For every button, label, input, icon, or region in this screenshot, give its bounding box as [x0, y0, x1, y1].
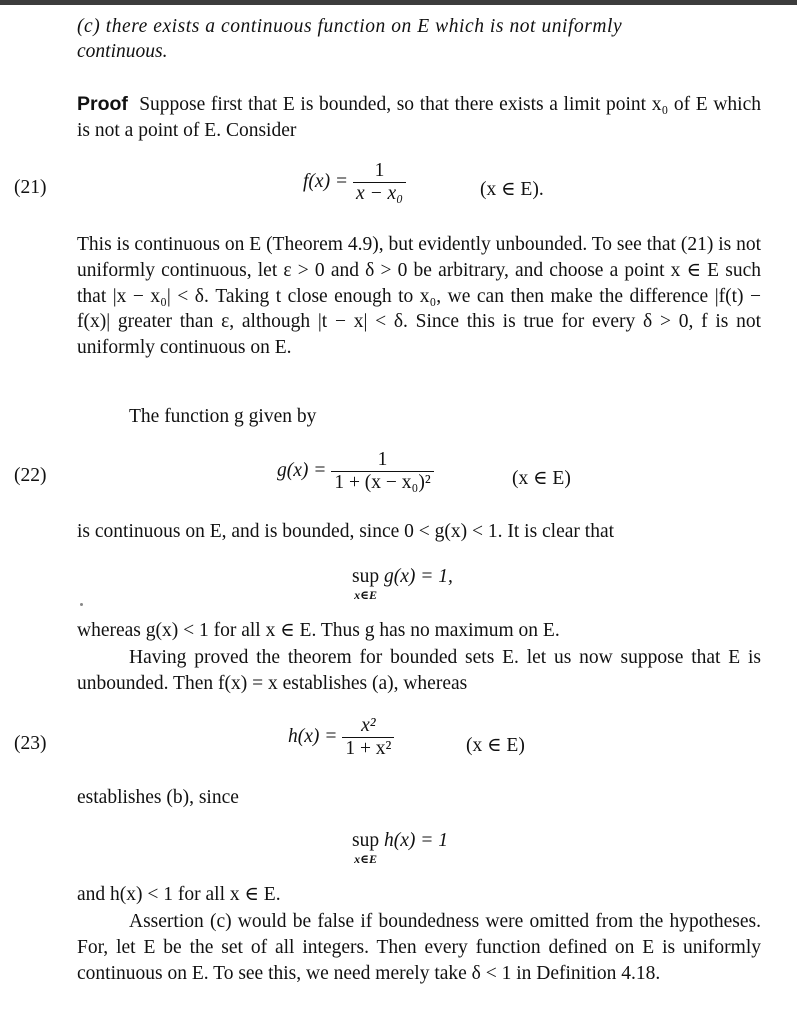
assertion-c-text: there exists a continuous function on E which is not uniformly — [105, 16, 623, 37]
equation-21-condition: (x ∈ E). — [480, 179, 544, 200]
equation-23-denominator: 1 + x² — [345, 738, 392, 759]
proof-text: Suppose first that E is bounded, so that there exists a limit point x₀ of E which is not a point of E. Consider — [77, 94, 761, 141]
equation-23-condition: (x ∈ E) — [466, 735, 525, 756]
equation-21-lhs: f(x) = — [303, 170, 349, 192]
sup-g-value: g(x) = 1, — [383, 566, 453, 587]
equation-23-numerator: x² — [342, 715, 394, 738]
equation-22-numerator: 1 — [331, 449, 433, 472]
top-border — [0, 0, 797, 5]
equation-22 — [277, 449, 434, 494]
paragraph-assertion-c-false: Assertion (c) would be false if boundedness were omitted from the hypotheses. For, let E be the set of all integers. Then every function defined on E is uniformly continuous on E. To see this, we need merely take δ < 1 in Definition 4.18. — [77, 911, 761, 984]
equation-23 — [288, 715, 394, 760]
equation-22-fraction — [331, 449, 433, 494]
equation-21-denominator: x − x₀ — [355, 183, 403, 204]
assertion-c-line2: continuous. — [77, 41, 168, 62]
proof-paragraph — [77, 92, 761, 144]
sup-h-subscript: x∈E — [354, 852, 377, 866]
sup-h-expression — [352, 830, 448, 866]
equation-23-number: (23) — [14, 733, 47, 754]
sup-g-expression — [352, 566, 453, 602]
stray-dot — [80, 603, 83, 606]
paragraph-unbounded: Having proved the theorem for bounded sets E. let us now suppose that E is unbounded. Then f(x) = x establishes (a), whereas — [77, 647, 761, 694]
equation-21-numerator: 1 — [353, 160, 406, 183]
paragraph-h-bound: and h(x) < 1 for all x ∈ E. — [77, 884, 281, 905]
paragraph-g-intro: The function g given by — [129, 406, 317, 427]
equation-23-lhs: h(x) = — [288, 725, 338, 747]
equation-22-denominator: 1 + (x − x₀)² — [334, 472, 431, 493]
equation-22-number: (22) — [14, 465, 47, 486]
paragraph-uniform-continuity: This is continuous on E (Theorem 4.9), but evidently unbounded. To see that (21) is not uniformly continuous, let ε > 0 and δ > 0 be arbitrary, and choose a point x ∈ E such that |x − x₀| < δ. Taking t close enough to x₀, we can then make the difference |f(t) − f(x)| greater than ε, although |t − x| < δ. Since this is true for every δ > 0, f is not uniformly continuous on E. — [77, 234, 761, 359]
assertion-c-label: (c) — [77, 16, 101, 37]
paragraph-g-no-maximum: whereas g(x) < 1 for all x ∈ E. Thus g has no maximum on E. — [77, 620, 560, 641]
equation-22-lhs: g(x) = — [277, 459, 327, 481]
sup-h-operator — [352, 830, 379, 866]
paragraph-establishes-b: establishes (b), since — [77, 787, 239, 808]
sup-h-value: h(x) = 1 — [383, 830, 449, 851]
proof-heading: Proof — [77, 93, 128, 115]
sup-h-op: sup — [352, 830, 380, 851]
assertion-c-line1 — [77, 16, 622, 38]
sup-g-op: sup — [352, 566, 380, 587]
paragraph-g-bounded: is continuous on E, and is bounded, since 0 < g(x) < 1. It is clear that — [77, 521, 615, 542]
equation-22-condition: (x ∈ E) — [512, 468, 571, 489]
sup-g-operator — [352, 566, 379, 602]
equation-21-number: (21) — [14, 177, 47, 198]
equation-21-fraction — [353, 160, 406, 205]
equation-23-fraction — [342, 715, 394, 760]
equation-21 — [303, 160, 406, 205]
sup-g-subscript: x∈E — [354, 588, 377, 602]
